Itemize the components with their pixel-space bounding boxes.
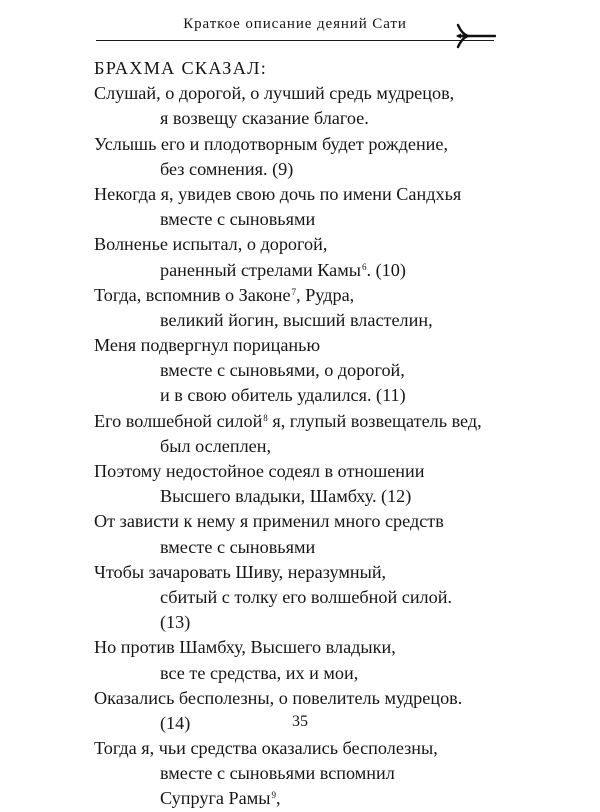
verse-line (94, 308, 504, 333)
verse-line-text: Оказались бесполезны, о повелитель мудрецов. (94, 687, 463, 708)
verse-line-text: все те средства, их и мои, (160, 662, 359, 683)
verse-line (94, 484, 504, 509)
verse-line (94, 333, 504, 358)
trident-icon (456, 23, 496, 49)
verse-line (94, 409, 504, 434)
verse-line (94, 258, 504, 283)
verse-line-text: сбитый с толку его волшебной силой. (160, 586, 453, 607)
verse-line (94, 157, 504, 182)
verse-line-text: Волненье испытал, о дорогой, (94, 234, 328, 255)
verse-line-text: вместе с сыновьями, о дорогой, (160, 360, 405, 381)
verse-line-tail: , Рудра, (296, 284, 355, 305)
verse-line-text: Высшего владыки, Шамбху. (12) (160, 486, 412, 507)
verse-line (94, 459, 504, 484)
verse-line-text: Чтобы зачаровать Шиву, неразумный, (94, 561, 387, 582)
verse-line (94, 81, 504, 106)
verse-line-tail: . (10) (366, 259, 406, 280)
verse-line-text: без сомнения. (9) (160, 158, 294, 179)
footnote-marker: 7 (291, 286, 297, 297)
verse-line (94, 434, 504, 459)
verse-line (94, 585, 504, 610)
verse-line (94, 761, 504, 786)
verse-line (94, 383, 504, 408)
verse-line (94, 635, 504, 660)
verse-line-text: я возвещу сказание благое. (160, 108, 369, 129)
verse-line (94, 509, 504, 534)
verse-line (94, 182, 504, 207)
verse-line-text: Меня подвергнул порицанью (94, 335, 321, 356)
verse-line (94, 736, 504, 761)
verse-line (94, 686, 504, 711)
verse-line (94, 358, 504, 383)
verse-line (94, 106, 504, 131)
footnote-marker: 6 (361, 261, 367, 272)
header-rule (96, 40, 494, 41)
verse-line (94, 786, 504, 811)
verse-line (94, 283, 504, 308)
page-number: 35 (292, 713, 308, 730)
verse-line-tail: , (275, 788, 281, 809)
speaker-heading (94, 56, 504, 81)
verse-line-text: был ослеплен, (160, 435, 272, 456)
verse-line-text: Слушай, о дорогой, о лучший средь мудрецов, (94, 83, 455, 104)
verse-line (94, 560, 504, 585)
verse-text (94, 56, 504, 812)
verse-line (94, 132, 504, 157)
running-header (96, 10, 494, 44)
verse-line-text: (14) (160, 712, 191, 733)
footnote-marker: 9 (271, 790, 276, 801)
verse-line (94, 207, 504, 232)
verse-line (94, 535, 504, 560)
verse-line-text: Его волшебной силой (94, 410, 263, 431)
verse-line-text: Поэтому недостойное содеял в отношении (94, 461, 425, 481)
verse-line (94, 232, 504, 257)
verse-line-text: Тогда я, чьи средства оказались бесполезны, (94, 738, 438, 759)
verse-line-text: вместе с сыновьями (160, 209, 316, 230)
verse-line (94, 661, 504, 686)
verse-line (94, 610, 504, 635)
verse-line-text: и в свою обитель удалился. (11) (160, 385, 406, 406)
verse-line-text: Тогда, вспомнив о Законе (94, 284, 291, 305)
verse-line-text: Некогда я, увидев свою дочь по имени Сандхья (94, 183, 462, 204)
verse-line-text: От зависти к нему я применил много средств (94, 511, 444, 532)
verse-line-text: великий йогин, высший властелин, (160, 309, 433, 330)
verse-line-text: Но против Шамбху, Высшего владыки, (94, 637, 396, 658)
verse-line-text: Супруга Рамы (160, 788, 271, 809)
verse-line-tail: я, глупый возвещатель вед, (267, 410, 482, 431)
verse-line-text: вместе с сыновьями (160, 536, 316, 557)
verse-line-text: раненный стрелами Камы (160, 259, 361, 280)
verse-line-text: БРАХМА СКАЗАЛ: (94, 58, 268, 78)
verse-line-text: Услышь его и плодотворным будет рождение, (94, 133, 449, 154)
verse-line-text: (13) (160, 612, 191, 633)
footnote-marker: 8 (263, 412, 268, 423)
verse-line-text: вместе с сыновьями вспомнил (160, 763, 395, 784)
header-title: Краткое описание деяний Сати (183, 16, 407, 32)
